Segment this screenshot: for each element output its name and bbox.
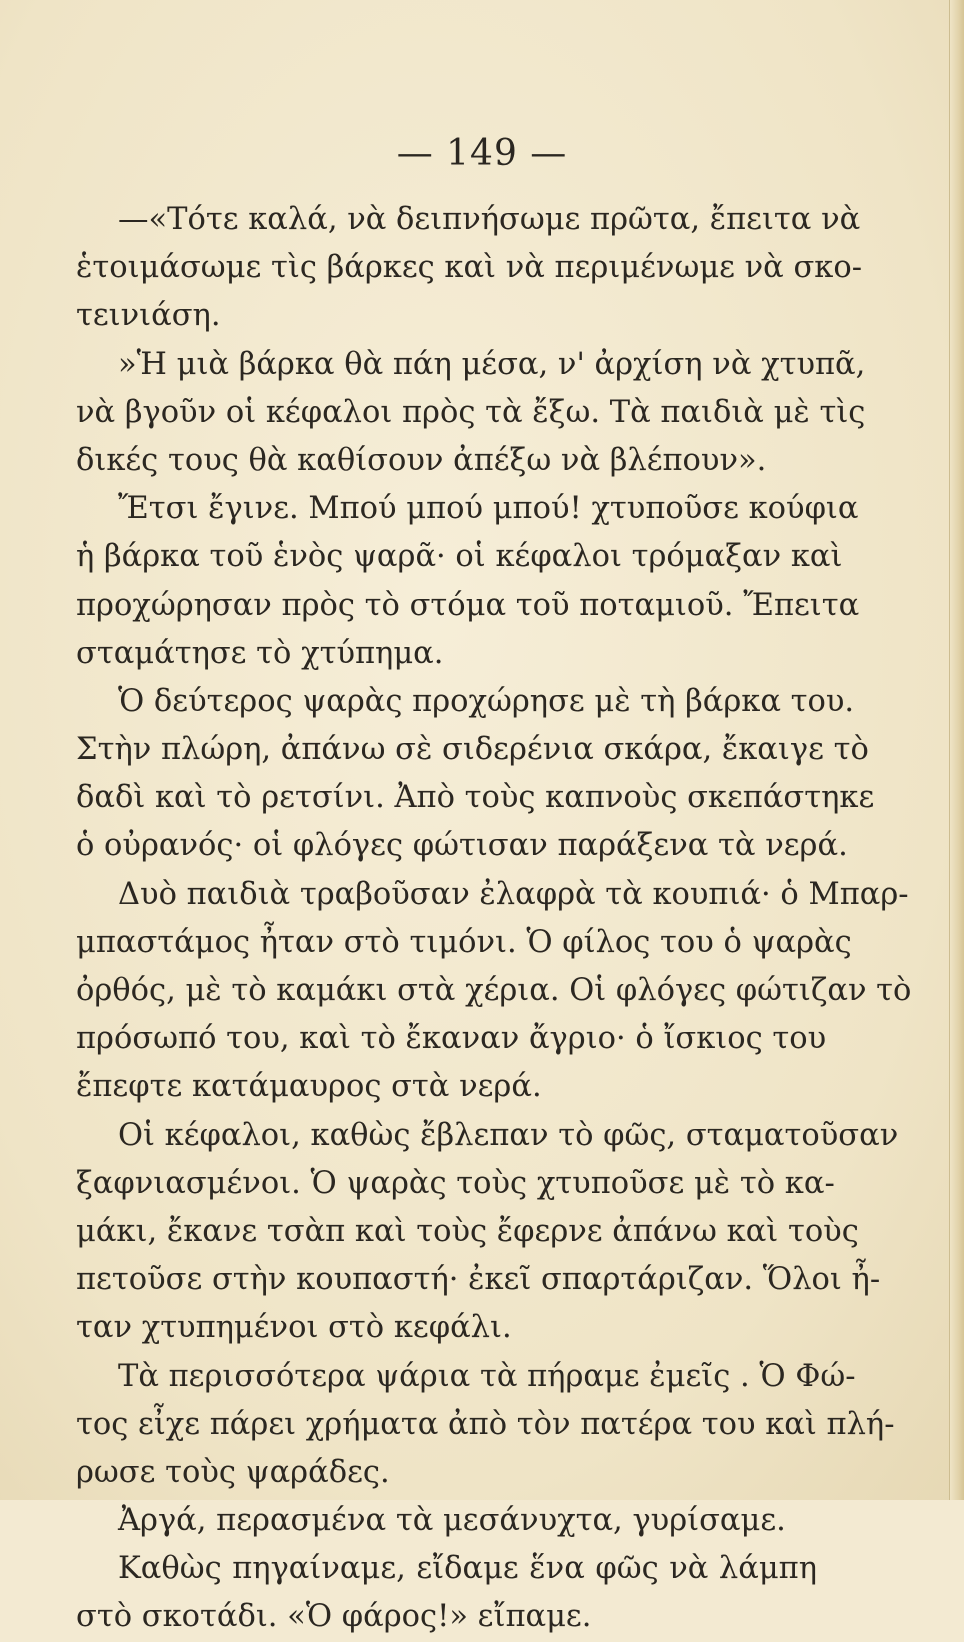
text-line: ταν χτυπημένοι στὸ κεφάλι. xyxy=(76,1310,512,1346)
text-line: μάκι, ἔκανε τσὰπ καὶ τοὺς ἔφερνε ἀπάνω καὶ τοὺς xyxy=(76,1213,859,1249)
text-line: στὸ σκοτάδι. «Ὁ φάρος!» εἴπαμε. xyxy=(76,1599,592,1635)
text-line: Δυὸ παιδιὰ τραβοῦσαν ἐλαφρὰ τὰ κουπιά· ὁ Μπαρ- xyxy=(118,876,909,912)
text-line: ἑτοιμάσωμε τὶς βάρκες καὶ νὰ περιμένωμε νὰ σκο- xyxy=(76,250,863,286)
text-line: σταμάτησε τὸ χτύπημα. xyxy=(76,635,444,671)
text-line: ὀρθός, μὲ τὸ καμάκι στὰ χέρια. Οἱ φλόγες φώτιζαν τὸ xyxy=(76,973,912,1008)
page-number: — 149 — xyxy=(396,133,568,174)
text-line: Καθὼς πηγαίναμε, εἴδαμε ἕνα φῶς νὰ λάμπη xyxy=(118,1551,817,1587)
text-line: Ἀργά, περασμένα τὰ μεσάνυχτα, γυρίσαμε. xyxy=(118,1503,786,1539)
text-line: ὁ οὐρανός· οἱ φλόγες φώτισαν παράξενα τὰ νερά. xyxy=(76,828,848,864)
text-line: Ἔτσι ἔγινε. Μπού μπού μπού! χτυποῦσε κούφια xyxy=(118,491,859,527)
body-text xyxy=(76,196,912,1642)
text-line: ἡ βάρκα τοῦ ἑνὸς ψαρᾶ· οἱ κέφαλοι τρόμαξαν καὶ xyxy=(76,539,843,575)
text-line: δικές τους θὰ καθίσουν ἀπέξω νὰ βλέπουν». xyxy=(76,442,767,478)
text-line: Ὁ δεύτερος ψαρὰς προχώρησε μὲ τὴ βάρκα του. xyxy=(118,683,855,719)
page-edge xyxy=(949,0,964,1500)
text-line: δαδὶ καὶ τὸ ρετσίνι. Ἀπὸ τοὺς καπνοὺς σκεπάστηκε xyxy=(76,780,875,816)
text-line: —«Τότε καλά, νὰ δειπνήσωμε πρῶτα, ἔπειτα νὰ xyxy=(118,202,861,237)
text-line: Οἱ κέφαλοι, καθὼς ἔβλεπαν τὸ φῶς, σταματοῦσαν xyxy=(118,1117,899,1153)
text-line: πρόσωπό του, καὶ τὸ ἔκαναν ἄγριο· ὁ ἴσκιος του xyxy=(76,1021,827,1057)
text-line: τεινιάση. xyxy=(76,298,221,334)
text-line: Τὰ περισσότερα ψάρια τὰ πήραμε ἐμεῖς . Ὁ Φώ- xyxy=(118,1358,856,1394)
text-line: ξαφνιασμένοι. Ὁ ψαρὰς τοὺς χτυποῦσε μὲ τὸ κα- xyxy=(76,1165,835,1201)
text-line: προχώρησαν πρὸς τὸ στόμα τοῦ ποταμιοῦ. Ἔπειτα xyxy=(76,587,860,623)
text-line: ρωσε τοὺς ψαράδες. xyxy=(76,1454,390,1490)
text-line: μπαστάμος ἦταν στὸ τιμόνι. Ὁ φίλος του ὁ ψαρὰς xyxy=(76,924,852,960)
text-line: »Ἡ μιὰ βάρκα θὰ πάη μέσα, ν' ἀρχίση νὰ χτυπᾶ, xyxy=(118,346,866,382)
text-line: νὰ βγοῦν οἱ κέφαλοι πρὸς τὰ ἔξω. Τὰ παιδιὰ μὲ τὶς xyxy=(76,394,866,430)
text-line: πετοῦσε στὴν κουπαστή· ἐκεῖ σπαρτάριζαν. Ὅλοι ἦ- xyxy=(76,1262,881,1298)
text-line: Στὴν πλώρη, ἀπάνω σὲ σιδερένια σκάρα, ἔκαιγε τὸ xyxy=(76,732,869,768)
text-line: τος εἶχε πάρει χρήματα ἀπὸ τὸν πατέρα του καὶ πλή- xyxy=(76,1406,895,1442)
text-line: ἔπεφτε κατάμαυρος στὰ νερά. xyxy=(76,1069,542,1105)
